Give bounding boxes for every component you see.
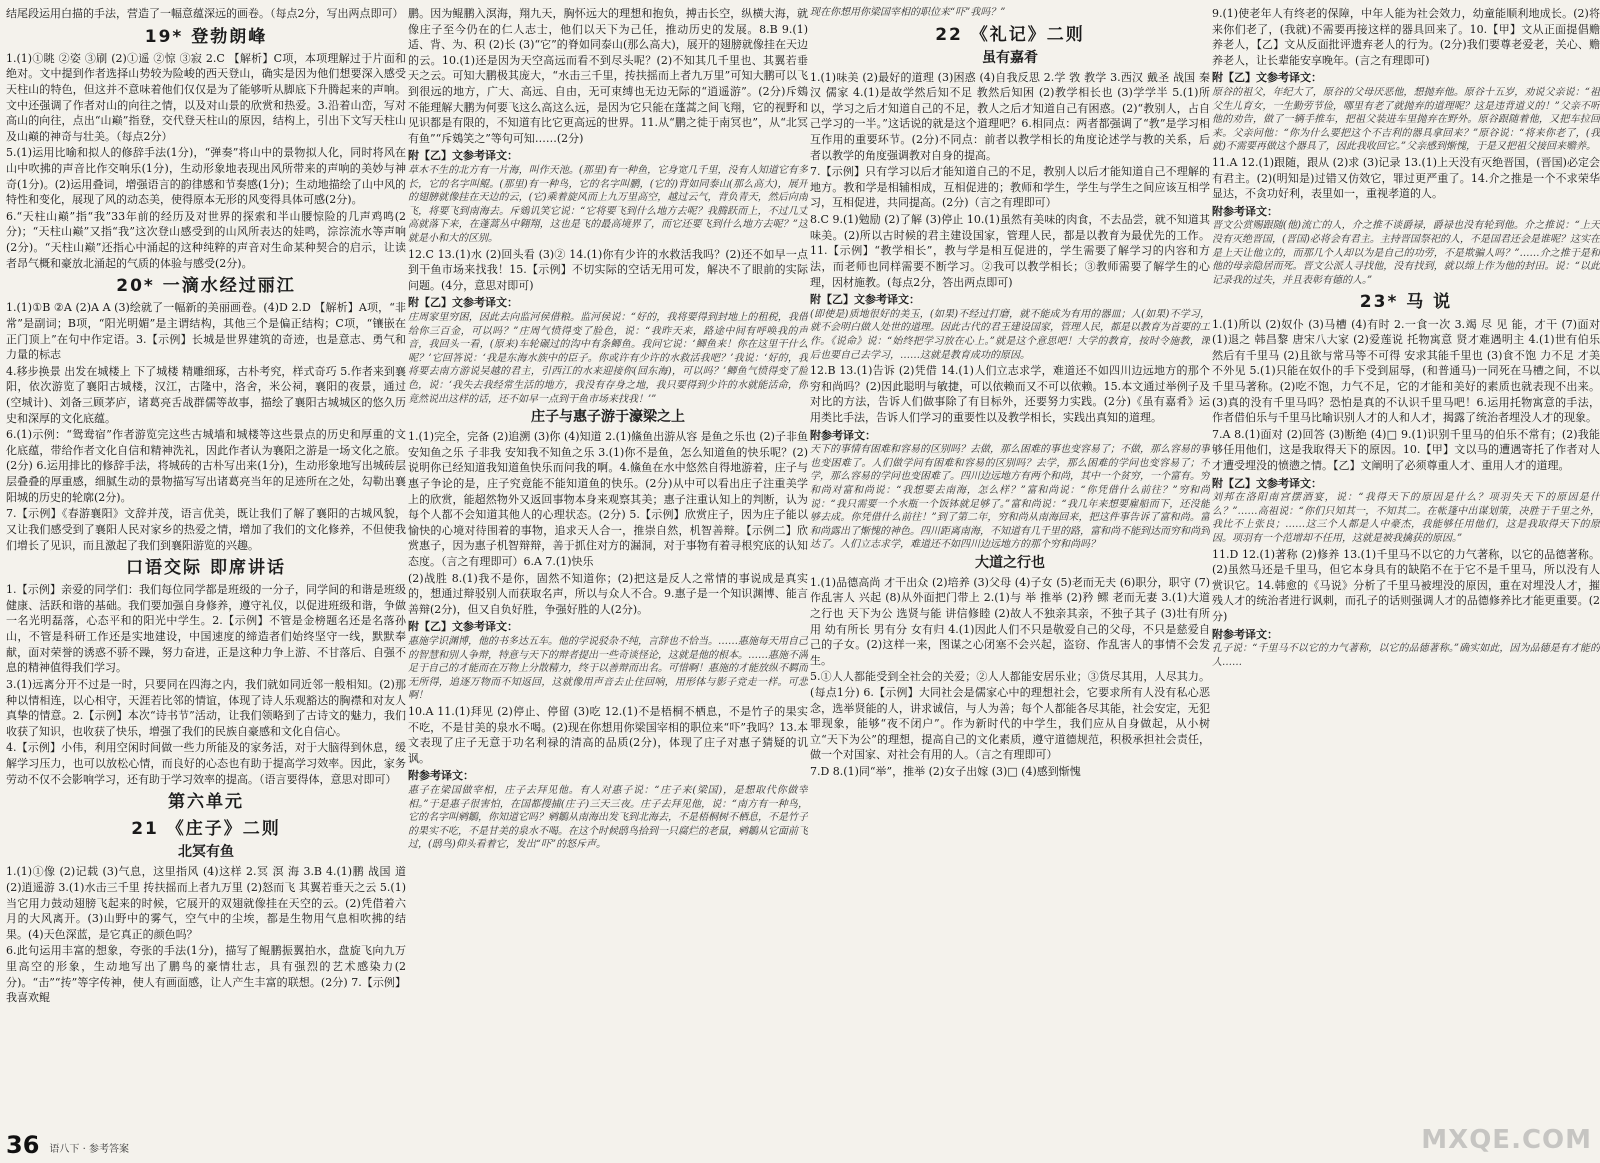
reference-translation-label: 附【乙】文参考译文： <box>810 293 920 307</box>
reference-translation-label: 附参考译文： <box>1212 627 1278 641</box>
reference-translation: 孔子说：“千里马不以它的力气著称，以它的品德著称。”确实如此，因为品德是有才能的人…… <box>1212 643 1600 668</box>
lesson-21-answer-cont: 鹏。因为鲲鹏入溟海，翔九天，胸怀远大的理想和抱负，搏击长空，纵横大海，就像庄子至今仍在的仁人志士，他们以天下为己任，推动历史的发展。8.B 9.(1)适、背、为、积 (2)长 (3)“它”的脊如同泰山(那么高大)，展开的翅膀就像挂在天边的云。10.(1)还是因为天空高远而看不到尽头呢？(2)不知其几千里也、其翼若垂天之云。可知大鹏极其庞大，“水击三千里，抟扶摇而上者九万里”可知大鹏可以飞到很远的地方，广大、高远、自由，无可束缚也无边无际的“逍遥游”。(2分)斥鴳不能理解大鹏为何要飞这么高这么远，是因为它只能在蓬蒿之间飞翔，它的视野和见识都是有限的，不知道有比它更高远的世界。11.从“鹏之徙于南冥也”，从“北冥有鱼”“斥鴳笑之”等句可知……(2分) <box>408 7 808 145</box>
column-1 <box>6 6 406 1129</box>
oral-communication-title: 口语交际 即席讲话 <box>126 558 286 579</box>
lesson-19-answer: 6.“天柱山巅”指“我”33年前的经历及对世界的探索和半山腰惊险的几声鸡鸣(2分)；“天柱山巅”又指“我”这次登山感受到的山风所表达的娃鸣，淙淙流水等声响(2分)。“天柱山巅”还指心中涌起的这种纯粹的声音对生命某种契合的启示，让读者昂气概和豪放北涌起的气质的体验与感受(2分)。 <box>6 209 406 270</box>
lesson-23-answer: 1.(1)所以 (2)奴仆 (3)马槽 (4)有时 2.一食一次 3.竭 尽 见 能，才干 (7)面对 (1)退之 韩昌黎 唐宋八大家 (2)爱莲说 托物寓意 贤才难遇明主 4.(1)世有伯乐 然后有千里马 (2)且欲与常马等不可得 安求其能千里也 (3)食不饱 力不足 才美不外见 5.(1)只能在奴仆的手下受到屈辱，(和普通马)一同死在马槽之间，不以千里马著称。(2)吃不饱，力气不足，它的才能和美好的素质也就表现不出来。(3)真的没有千里马吗？恐怕是真的不认识千里马吧！6.运用托物寓意的手法，作者借伯乐与千里马比喻识别人才的人和人才，揭露了统治者埋没人才的现象。 <box>1212 317 1600 425</box>
reference-translation: 天下的事情有困难和容易的区别吗？去做，那么困难的事也变容易了；不做，那么容易的事也变困难了。人们做学问有困难和容易的区别吗？去学，那么困难的学问也变容易了；不学，那么容易的学问也变困难了。四川边远地方有两个和尚，其中一个贫穷，一个富有。穷和尚对富和尚说：“我想要去南海，怎么样？”富和尚说：“你凭借什么前往？”穷和尚说：“我只需要一个水瓶一个饭钵就足够了。”富和尚说：“我几年来想要雇船而下，还没能够去成。你凭借什么前往！”到了第二年，穷和尚从南海回来，把这件事告诉了富和尚。富和尚露出了惭愧的神色。四川距离南海，不知道有几千里的路，富和尚不能到达而穷和尚到达了。人们立志求学，难道还不如四川边远地方的那个穷和尚吗？ <box>810 444 1210 551</box>
lesson-22a-answer: 1.(1)味美 (2)最好的道理 (3)困惑 (4)自我反思 2.学 敩 教学 3.西汉 戴圣 战国 秦汉 儒家 4.(1)是故学然后知不足 教然后知困 (2)教学相长也 (3)学学半 5.(1)所以，学习之后才知道自己的不足，教人之后才知道自己有困惑。(2)“教别人，占自己学习的一半。”这话说的就是这个道理吧？6.相同点：两者都强调了“教”是学习相互作用的重要环节。(2分)不同点：前者以教学相长的角度论述学与教的关系，后者以教学的角度强调教对自身的提高。 <box>810 70 1210 162</box>
running-footer: 语八下 · 参考答案 <box>49 1144 129 1155</box>
lesson-21-answer: 6.此句运用丰富的想象，夸张的手法(1分)，描写了鲲鹏振翼拍水，盘旋飞向九万里高空的形象，生动地写出了鹏鸟的豪情壮志，具有强烈的艺术感染力(2分)。“击”“抟”等字传神，使人有画面感，让人产生丰富的联想。(2分) 7.【示例】我喜欢鲲 <box>6 944 406 1005</box>
lesson-22-title: 22 《礼记》二则 <box>935 24 1085 45</box>
reference-translation: 惠施学识渊博，他的书多达五车。他的学说驳杂不纯，言辞也不恰当。……惠施每天用自己的智慧和别人争辩，特意与天下的辩者提出一些奇谈怪论，这就是他的根本。……惠施不满足于自己的才能而在万物上分散精力，终于以善辩而出名。可惜啊！惠施的才能放纵不羁而无所得，追逐万物而不知返回，这就像用声音去止住回响，用形体与影子竞走一样。可悲啊！ <box>408 636 808 702</box>
watermark: MXQE.COM <box>1421 1125 1592 1155</box>
reference-translation: 草木不生的北方有一片海，叫作天池。(那里)有一种鱼，它身宽几千里，没有人知道它有多长，它的名字叫鲲。(那里)有一种鸟，它的名字叫鹏，(它的)背如同泰山(那么高大)，展开的翅膀就像挂在天边的云，(它)乘着旋风而上九万里高空，越过云气，背负青天，然后向南飞，将要飞到南海去。斥鴳讥笑它说：“它将要飞到什么地方去呢？我腾跃而上，不过几丈高就落下来，在蓬蒿丛中翱翔，这也是飞的最高境界了，而它还要飞到什么地方去呢？”这就是小和大的区别。 <box>408 165 808 245</box>
column-3 <box>810 6 1210 1129</box>
lesson-22a-answer: 7.【示例】只有学习以后才能知道自己的不足，教别人以后才能知道自己不理解的地方。教和学是相辅相成，互相促进的；教师和学生，学生与学生之间应该互相学习，互相促进，共同提高。(2分)（言之有理即可） <box>810 165 1210 210</box>
reference-translation-label: 附【乙】文参考译文： <box>1212 476 1322 490</box>
lesson-20-title: 20* 一滴水经过丽江 <box>116 276 296 297</box>
reference-translation-label: 附参考译文： <box>1212 204 1278 218</box>
lesson-19-title: 19* 登勃朗峰 <box>144 26 268 47</box>
lesson-22c-answer-cont: 11.A 12.(1)跟随，跟从 (2)求 (3)记录 13.(1)上天没有灭绝晋国，(晋国)必定会有君主。(2)(明知是)过错又仿效它，罪过更严重了。14.介之推是一个不求荣华显达，不贪功好利，表里如一，重视孝道的人。 <box>1212 156 1600 201</box>
reference-translation-label: 附【乙】文参考译文： <box>408 296 518 310</box>
lesson-21b-answer: (2)战胜 8.(1)我不是你，固然不知道你；(2)把这是反人之常情的事说成是真实的，想通过辩驳别人而获取名声，所以与众人不合。9.惠子是一个知识渊博、能言善辩(2分)，但又自负好胜，争强好胜的人(2分)。 <box>408 571 808 616</box>
lesson-20-answer: 4.移步换景 出发在城楼上 下了城楼 精雕细琢，古朴考究，样式奇巧 5.作者来到襄阳，依次游览了襄阳古城楼，汉江，古隆中，洛舍，米公祠，襄阳的夜景，通过(空城计)、刘备三顾茅庐，诸葛亮舌战群儒等故事，描绘了襄阳古城城区的悠久历史和深厚的文化底蕴。 <box>6 364 406 425</box>
reference-translation: 晋文公赏赐跟随(他)流亡的人，介之推不谈爵禄，爵禄也没有轮到他。介之推说：“上天没有灭绝晋国，(晋国)必将会有君主。主持晋国祭祀的人，不是国君还会是谁呢？这实在是上天让他立的，而那几个人却以为是自己的功劳，不是欺骗人吗？”……介之推于是和他的母亲隐居而死。晋文公派人寻找他，没有找到，就以绵上作为他的封田。说：“以此记录我的过失，并且表彰有德的人。” <box>1212 220 1600 286</box>
oral-answer: 3.(1)远离分开不过是一时，只要同在四海之内，我们就如同近邻一般相知。(2)那种以情相连，以心相守，天涯若比邻的情谊，体现了诗人乐观豁达的胸襟和对友人真挚的情意。2.【示例】本次“诗书节”活动，让我们领略到了古诗文的魅力，我们收获了知识，也收获了快乐，增强了我们的民族自豪感和文化自信心。 <box>6 677 406 738</box>
lesson-21-answer-cont: 12.C 13.(1)水 (2)回头看 (3)② 14.(1)你有少许的水救活我吗？(2)还不如早一点到干鱼市场来找我！15.【示例】不切实际的空话无用可发，解决不了眼前的实际问题。(4分，意思对即可) <box>408 247 808 292</box>
column-4 <box>1212 6 1600 1129</box>
lesson-21-answer: 1.(1)①像 (2)记载 (3)气息，这里指风 (4)这样 2.冥 溟 海 3.B 4.(1)鹏 战国 道 (2)逍遥游 3.(1)水击三千里 抟扶摇而上者九万里 (2)怒而飞 其翼若垂天之云 5.(1)当它用力鼓动翅膀飞起来的时候，它展开的双翅就像挂在天空的云。(2)凭借着六月的大风离开。(3)山野中的雾气，空气中的尘埃，都是生物用气息相吹拂的结果。(4)天色深蓝，是它真正的颜色吗？ <box>6 865 406 941</box>
reference-translation: 惠子在梁国做宰相，庄子去拜见他。有人对惠子说：“庄子来(梁国)，是想取代你做宰相。”于是惠子很害怕，在国都搜捕(庄子)三天三夜。庄子去拜见他，说：“南方有一种鸟，它的名字叫鹓鶵，你知道它吗？鹓鶵从南海出发飞到北海去，不是梧桐树不栖息，不是竹子的果实不吃，不是甘美的泉水不喝。在这个时候鸱鸟拾到一只腐烂的老鼠，鹓鶵从它面前飞过，(鸱鸟)仰头看着它，发出“吓”的怒斥声。 <box>408 785 808 851</box>
lesson-23-answer-cont: 11.D 12.(1)著称 (2)修养 13.(1)千里马不以它的力气著称，以它的品德著称。(2)虽然马还是千里马，但它本身具有的缺陷不在于它不是千里马，所以没有人赏识它。14.韩愈的《马说》分析了千里马被埋没的原因，重在对埋没人才，摧残人才的统治者进行讽刺，而孔子的话则强调人才的品德修养比才能更重要。(2分) <box>1212 547 1600 624</box>
lesson-22a-answer: 8.C 9.(1)勉励 (2)了解 (3)停止 10.(1)虽然有美味的肉食，不去品尝，就不知道其味美。(2)所以古时候的君主建设国家，管理人民，都是以教育为最优先的工作。11.【示例】“教学相长”，教与学是相互促进的，学生需要了解学习的内容和方法，而老师也同样需要不断学习。②我可以教学相长；③教师需要了解学生的心理，因材施教。(每点2分，答出两点即可) <box>810 213 1210 289</box>
reference-translation: 刘邦在洛阳南宫摆酒宴，说：“我得天下的原因是什么？项羽失天下的原因是什么？”……高祖说：“你们只知其一，不知其二。在帐篷中出谋划策，决胜于千里之外，我比不上张良；……这三个人都是人中豪杰，我能够任用他们，这是我取得天下的原因。项羽有一个范增却不任用，这就是被我擒获的原因。” <box>1212 492 1600 545</box>
lesson-20-answer: 1.(1)①B ②A (2)A A (3)绘就了一幅新的美丽画卷。(4)D 2.D 【解析】A项，“非常”是副词；B项，“阳光明媚”是主谓结构，其他三个是偏正结构；C项，“镶嵌在正门顶上”在句中作定语。3.【示例】长城是世界建筑的奇迹，也是意志、勇气和力量的标志 <box>6 301 406 362</box>
lesson-20-answer: 7.【示例】《春游襄阳》文辞并茂，语言优美，既让我们了解了襄阳的古城风貌，又让我们感受到了襄阳人民对家乡的热爱之情，增加了我们的文化修养，不但使我们增长了见识，而且激起了我们到襄阳游览的兴趣。 <box>6 507 406 552</box>
lesson-19-answer: 1.(1)①眺 ②姿 ③刷 (2)①遥 ②惊 ③寂 2.C 【解析】C项，本项理解过于片面和绝对。文中提到作者选择山势较为险峻的西天登山，确实是因为他们想要深入感受天柱山的特色，但这并不意味着他们仅仅是为了能够听从脚底下升腾起来的声响。文中还强调了作者对山的向往之情，以及对山景的欣赏和热爱。3.沿着山峦，写对高山的向往，点出“山巅”指登，交代登天柱山的原因，结构上，引出下文写天柱山及山巅的神奇与壮美。（每点2分） <box>6 51 406 143</box>
lesson-22a-subtitle: 虽有嘉肴 <box>982 49 1038 66</box>
page-number: 36 <box>6 1131 40 1159</box>
reference-translation-label: 附【乙】文参考译文： <box>408 149 518 163</box>
oral-answer: 1.【示例】亲爱的同学们：我们每位同学都是班级的一分子，同学间的和谐是班级健康、活跃和谐的基础。我们要加强自身修养，遵守礼仪，以促进班级和谐，争做一名光明磊落，心态平和的阳光中学生。2.【示例】不管是金榜题名还是名落孙山，不管是科研工作还是实地建设，中国速度的缔造者们始终坚守一线，默默奉献，面对荣誉的诱惑不骄不躁，努力奋进，正是这种力争上游、不甘落后、自强不息的精神值得我们学习。 <box>6 583 406 675</box>
lesson-23-title: 23* 马 说 <box>1359 292 1453 313</box>
reference-translation-cont: 现在你想用你梁国宰相的职位来“吓”我吗？” <box>810 7 1006 18</box>
reference-translation: (即使是)质地很好的美玉，(如果)不经过打磨，就不能成为有用的器皿；人(如果)不学习，就不会明白做人处世的道理。因此古代的君王建设国家，管理人民，都是以教育为首要的工作。《说命》说：“始终把学习放在心上。”就是这个意思吧！大学的教育，按时令施教，课后也要自己去学习，……这就是教育成功的原因。 <box>810 308 1210 361</box>
lesson-21b-subtitle: 庄子与惠子游于濠梁之上 <box>531 409 685 426</box>
lesson-22c-answer-cont: 9.(1)使老年人有终老的保障，中年人能为社会效力，幼童能顺利地成长。(2)将来你们老了，(我就)不需要再接这样的器具回来了。10.【甲】文从正面提倡赡养老人，【乙】文从反面批评遗弃老人的行为。(2分)我们要尊老爱老，关心、赡养老人，让长辈能安享晚年。(言之有理即可) <box>1212 7 1600 67</box>
page-footer <box>6 1133 129 1157</box>
reference-translation-label: 附【乙】文参考译文： <box>1212 71 1322 85</box>
lesson-22c-answer: 1.(1)品德高尚 才干出众 (2)培养 (3)父母 (4)子女 (5)老而无夫 (6)职分，职守 (7)作乱害人 兴起 (8)从外面把门带上 2.(1)与 举 推举 (2)矜 鳏 老而无妻 3.(1)大道之行也 天下为公 选贤与能 讲信修睦 (2)故人不独亲其亲，不独子其子 (3)壮有所用 幼有所长 男有分 女有归 4.(1)因此人们不只是敬爱自己的父母，不只是慈爱自己的子女。(2)这样一来，图谋之心闭塞不会兴起，盗窃、作乱害人的事情不会发生。 <box>810 575 1210 667</box>
lesson-23-answer: 7.A 8.(1)面对 (2)回答 (3)断绝 (4)□ 9.(1)识别千里马的伯乐不常有；(2)我能够任用他们，这是我取得天下的原因。10.【甲】文以马的遭遇寄托了作者对人才遭受埋没的愤懑之情。【乙】文阐明了必须尊重人才、重用人才的道理。 <box>1212 427 1600 473</box>
reference-translation-label: 附参考译文： <box>408 769 474 783</box>
column-2 <box>408 6 808 1129</box>
lesson-21b-answer-cont: 10.A 11.(1)拜见 (2)停止、停留 (3)吃 12.(1)不是梧桐不栖息，不是竹子的果实不吃，不是甘美的泉水不喝。(2)现在你想用你梁国宰相的职位来“吓”我吗？13.本文表现了庄子无意于功名利禄的清高的品质(2分)，体现了庄子对惠子猜疑的讥讽。 <box>408 705 808 765</box>
lesson-21b-answer: 1.(1)完全，完备 (2)追溯 (3)你 (4)知道 2.(1)鯈鱼出游从容 是鱼之乐也 (2)子非鱼 安知鱼之乐 子非我 安知我不知鱼之乐 3.(1)你不是鱼，怎么知道鱼的快乐呢？(2)说明你已经知道我知道鱼快乐而问我的啊。4.鯈鱼在水中悠然自得地游着，庄子与惠子争论的是，庄子究竟能不能知道鱼的快乐。(2分)从中可以看出庄子注重美学上的欣赏，能超然物外又返回事物本身来观察其美；惠子注重认知上的判断，认为每个人都不会知道其他人的心理状态。(2分) 5.【示例】欣赏庄子，因为庄子能以愉快的心境对待围着的事物，追求天人合一，推崇自然，机智善辩。【示例二】欣赏惠子，因为惠子机智辩辩，善于抓住对方的漏洞，对于事物有着寻根究底的认知态度。（言之有理即可）6.A 7.(1)快乐 <box>408 430 808 568</box>
reference-translation: 原谷的祖父，年纪大了，原谷的父母厌恶他，想抛弃他。原谷十五岁，劝说父亲说：“祖父生儿育女，一生勤劳节俭，哪里有老了就抛弃的道理呢？这是违背道义的！”父亲不听他的劝告，做了一辆手推车，把祖父装进车里抛弃在野外。原谷跟随着他，又把车拉回来。父亲问他：“你为什么要把这个不吉利的器具拿回来？”原谷说：“将来你老了，(我就)不需要再做这个器具了，因此我收回它。”父亲感到惭愧，于是又把祖父接回来赡养。 <box>1212 87 1600 153</box>
oral-answer: 4.【示例】小伟，利用空闲时间做一些力所能及的家务活，对于大脑得到休息，缓解学习压力，也可以放松心情，而良好的心态也有助于提高学习效率。因此，家务劳动不仅不会影响学习，还有助于学习效率的提高。（语言要得体，意思对即可） <box>6 741 406 786</box>
lesson-22c-answer: 7.D 8.(1)同“举”，推举 (2)女子出嫁 (3)□ (4)感到惭愧 <box>810 765 1081 779</box>
lesson-22a-answer-cont: 12.B 13.(1)告诉 (2)凭借 14.(1)人们立志求学，难道还不如四川边远地方的那个穷和尚吗？(2)因此聪明与敏捷，可以依赖而又不可以依赖。15.本文通过举例子及对比的方法，告诉人们做事除了有目标外，还要努力实践。(2分)《虽有嘉肴》运用类比手法，告诉人们学习的重要性以及教学相长，实践出真知的道理。 <box>810 364 1210 424</box>
lesson-22c-subtitle: 大道之行也 <box>975 554 1045 571</box>
reference-translation-label: 附【乙】文参考译文： <box>408 620 518 634</box>
intro-paragraph: 结尾段运用白描的手法，营造了一幅意蕴深远的画卷。（每点2分，写出两点即可） <box>6 7 404 20</box>
lesson-22c-answer: 5.①人人都能受到全社会的关爱；②人人都能安居乐业；③货尽其用，人尽其力。(每点1分) 6.【示例】大同社会是儒家心中的理想社会，它要求所有人没有私心恶念，选举贤能的人，讲求诚信，与人为善；每个人都能各尽其能，社会安定，无犯罪现象，能够“夜不闭户”。作为新时代的中学生，我们应从自身做起，从小树立“天下为公”的理想，提高自己的文化素质，遵守道德规范，积极承担社会责任，做一个对国家、对社会有用的人。（言之有理即可） <box>810 670 1210 762</box>
lesson-19-answer: 5.(1)运用比喻和拟人的修辞手法(1分)，“弹奏”将山中的景物拟人化，同时将风在山中吹拂的声音比作交响乐(1分)，生动形象地表现出风所带来的声响的美妙与神奇(1分)。(2)运用叠词，增强语言的韵律感和节奏感(1分)；生动地描绘了山中风的特性和变化，展现了风的动态美，使得原本无形的风变得具体可感(2分)。 <box>6 146 406 207</box>
unit-6-title: 第六单元 <box>168 792 244 813</box>
lesson-21-title: 21 《庄子》二则 <box>131 819 281 840</box>
reference-translation: 庄周家里穷困，因此去向监河侯借粮。监河侯说：“好的，我将要得到封地上的租税，我借给你三百金，可以吗？”庄周气愤得变了脸色，说：“我昨天来，路途中间有呼唤我的声音，我回头一看，(原来)车轮碾过的沟中有条鲫鱼。我问它说：‘鲫鱼来！你在这里干什么呢？’它回答说：‘我是东海水族中的臣子。你或许有少许的水救活我吧？’我说：‘好的，我将要去南方游说吴越的君主，引西江的水来迎接你(回东海)，可以吗？’鲫鱼气愤得变了脸色，说：‘我失去我经常生活的地方，我没有存身之地，我只要得到少许的水就能活命，你竟然说出这样的话，还不如早一点到干鱼市场来找我！’” <box>408 312 808 405</box>
lesson-20-answer: 6.(1)示例：“鸳鸯宿”作者游览完这些古城墙和城楼等这些景点的历史和厚重的文化底蕴，带给作者文化自信和精神洗礼，因此作者认为襄阳之游是一场文化之旅。(2分) 6.运用排比的修辞手法，将城砖的古朴写出来(1分)，生动形象地写出城砖层层叠叠的厚重感，细腻生动的景物描写写出诸葛亮当年的足迹所在之处，勾勒出襄阳城的历史的轮廓(2分)。 <box>6 428 406 504</box>
lesson-21-subtitle: 北冥有鱼 <box>178 844 234 861</box>
reference-translation-label: 附参考译文： <box>810 428 876 442</box>
